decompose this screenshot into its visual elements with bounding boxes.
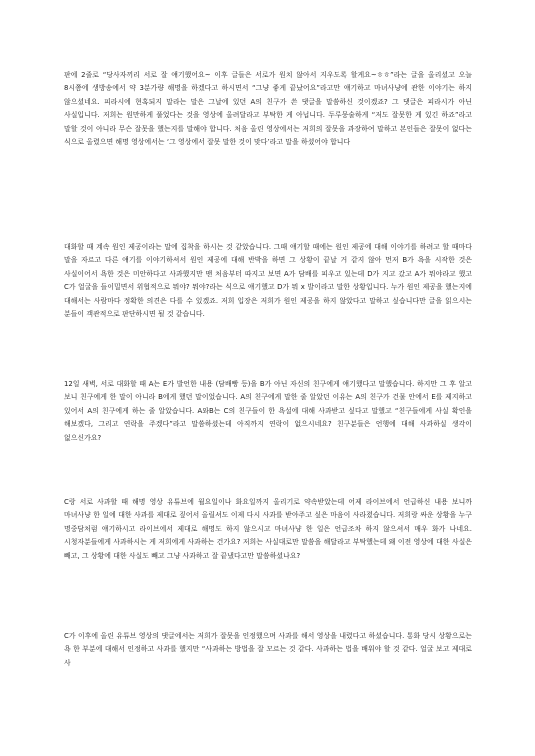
paragraph-1: 판에 2줄로 “당사자끼리 서로 잘 얘기했어요~ 이후 글들은 서로가 원치 않아서 지우도록 할게요~ㅎㅎ”라는 글을 올리셨고 오늘 8시쯤에 생방송에서 약 3분가량 해명을 하겠다고 하시면서 “그냥 좋게 끝났어요”라고만 얘기하고 마녀사냥에 관한 이야기는 하지 않으셨네요. 피라시에 현혹되지 말라는 말은 그날에 있던 A의 친구가 쓴 댓글을 말씀하신 것이겠죠? 그 댓글은 피라시가 아닌 사실입니다. 저희는 원만하게 풀었다는 것을 영상에 올려달라고 부탁한 게 아닙니다. 두루뭉술하게 “저도 잘못한 게 있긴 하죠”라고 말할 것이 아니라 무슨 잘못을 했는지를 말해야 합니다. 처음 올린 영상에서는 저희의 잘못을 과장하여 말하고 본인들은 잘못이 없다는 식으로 올렸으면 해명 영상에서는 ‘그 영상에서 잘못 말한 것이 맞다’라고 말을 하셨어야 합니다 [64, 71, 472, 147]
paragraph-3: 12일 새벽, 서로 대화할 때 A는 E가 발언한 내용 (담배빵 등)을 B가 아닌 자신의 친구에게 얘기했다고 말했습니다. 하지만 그 후 알고 보니 친구에게 한 말이 아니라 B에게 했던 말이었습니다. A의 친구에게 말한 줄 알았던 이유는 A의 친구가 건물 안에서 E를 제지하고 있어서 A의 친구에게 하는 줄 알았습니다. A와B는 C의 친구들이 한 욕설에 대해 사과받고 싶다고 말했고 “친구들에게 사실 확인을 해보겠다, 그리고 연락을 주겠다”라고 말씀하셨는데 아직까지 연락이 없으시네요? 친구분들은 언행에 대해 사과하실 생각이 없으신가요? [64, 380, 472, 442]
paragraph-2: 대화할 때 계속 원인 제공이라는 말에 집착을 하시는 것 같았습니다. 그때 얘기할 때에는 원인 제공에 대해 이야기를 하려고 할 때마다 말을 자르고 다른 얘기를 이야기하셔서 원인 제공에 대해 반박을 하면 그 상황이 끝날 거 같지 않아 먼저 B가 욕을 시작한 것은 사실이어서 욕한 것은 미안하다고 사과했지만 맨 처음부터 따지고 보면 A가 담배를 피우고 있는데 D가 지고 갔고 A가 뭐야라고 했고 C가 얼굴을 들이밀면서 위협적으로 뭐야? 뭐야?라는 식으로 얘기했고 D가 뭐 x 발이라고 말한 상황입니다. 누가 원인 제공을 했는지에 대해서는 사람마다 정확한 의견은 다를 수 있겠죠. 저희 입장은 저희가 원인 제공을 하지 않았다고 말하고 싶습니다만 글을 읽으시는 분들이 객관적으로 판단하시면 될 것 같습니다. [64, 243, 472, 319]
paragraph-5: C가 이후에 올린 유튜브 영상의 댓글에서는 저희가 잘못을 인정했으며 사과를 해서 영상을 내렸다고 하셨습니다. 통화 당시 상황으로는 욕 한 부분에 대해서 인정하고 사과를 했지만 “사과하는 방법을 잘 모르는 것 같다. 사과하는 법을 배워야 할 것 같다. 얼굴 보고 제대로 사 [64, 632, 472, 667]
paragraph-4: C랑 서로 사과할 때 해명 영상 유튜브에 월요일이나 화요일까지 올리기로 약속받았는데 어제 라이브에서 언급하신 내용 보니까 마녀사냥 한 일에 대한 사과를 제대로 짚어서 올릴셔도 이제 다시 사과를 받아주고 싶은 마음이 사라졌습니다. 저희랑 싸운 상황을 누구 명중담처럼 얘기하시고 라이브에서 제대로 해명도 하지 않으시고 마녀사냥 한 일은 언급조차 하지 않으셔서 매우 화가 나네요. 시청자분들에게 사과하시는 게 저희에게 사과하는 건가요? 저희는 사실대로만 말씀을 해달라고 부탁했는데 왜 이전 영상에 대한 사실은 빼고, 그 상황에 대한 사실도 빼고 그냥 사과하고 잘 끝냈다고만 말씀하셨나요? [64, 498, 472, 560]
